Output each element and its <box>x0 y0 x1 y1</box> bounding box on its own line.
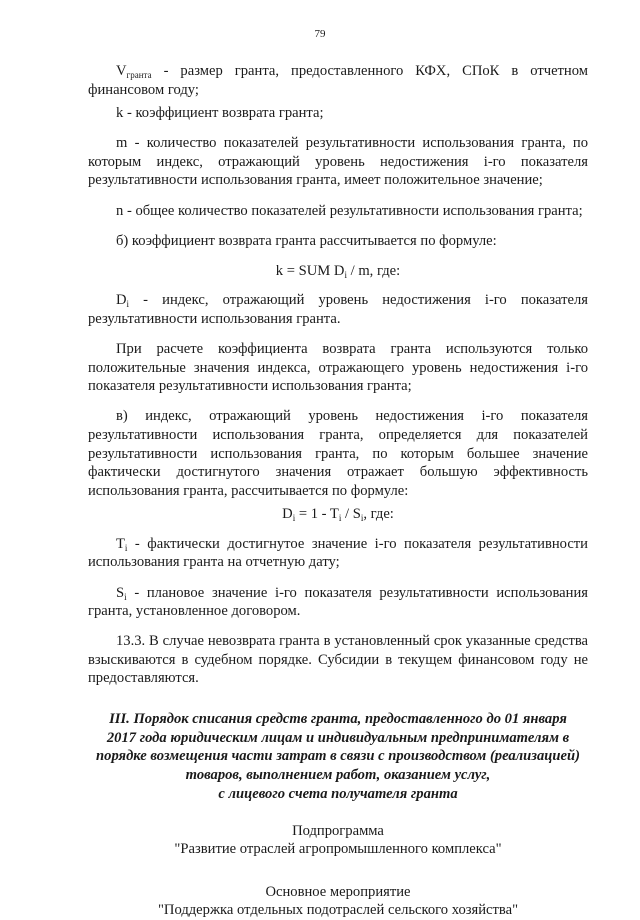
section-heading-line: порядке возмещения части затрат в связи с производством (реализацией) <box>96 748 580 765</box>
formula-k-pre: k = SUM D <box>275 262 345 279</box>
section-heading <box>88 710 588 804</box>
formula-di-d-sub: i <box>292 513 296 524</box>
si-subscript: i <box>124 591 127 602</box>
page-number: 79 <box>314 28 326 40</box>
clause-v: в) индекс, отражающий уровень недостижения i-го показателя результативности использования гранта, определяется для показателей результативности использования гранта, по которым большее значение фактически достигнутого значения отражает большую эффективность использования гранта, рассчитывается по формуле: <box>88 408 588 499</box>
formula-di-t-sub: i <box>338 513 342 524</box>
definition-di <box>88 291 588 328</box>
definition-k: k - коэффициент возврата гранта; <box>116 105 324 122</box>
definition-v-grant <box>88 62 588 99</box>
clause-b-intro: б) коэффициент возврата гранта рассчитывается по формуле: <box>116 232 497 249</box>
v-subscript: гранта <box>126 70 152 80</box>
formula-di <box>88 505 588 524</box>
formula-di-mid: = 1 - T <box>295 506 339 523</box>
ti-subscript: i <box>124 542 128 553</box>
di-symbol: D <box>116 292 127 309</box>
definition-ti <box>88 535 588 572</box>
section-heading-line: III. Порядок списания средств гранта, предоставленного до 01 января <box>109 711 567 728</box>
ti-definition-text: - фактически достигнутое значение i-го показателя результативности использования гранта на отчетную дату; <box>88 535 588 571</box>
si-symbol: S <box>116 584 125 601</box>
main-activity-name: "Поддержка отдельных подотраслей сельского хозяйства" <box>157 902 519 919</box>
item-13-3: 13.3. В случае невозврата гранта в установленный срок указанные средства взыскиваются в судебном порядке. Субсидии в текущем финансовом году не предоставляются. <box>88 633 588 687</box>
note-positive-values: При расчете коэффициента возврата гранта используются только положительные значения индекса, отражающего уровень недостижения i-го показателя результативности использования гранта; <box>88 341 588 395</box>
formula-di-d: D <box>282 506 293 523</box>
formula-di-s-sub: i <box>360 513 364 524</box>
main-activity-label: Основное мероприятие <box>265 883 411 900</box>
ti-symbol: T <box>116 535 125 552</box>
section-heading-line: 2017 года юридическим лицам и индивидуальным предпринимателям в <box>106 729 570 746</box>
definition-m: m - количество показателей результативности использования гранта, по которым индекс, отражающий уровень недостижения i-го показателя результативности использования гранта, имеет положительное значение; <box>88 135 588 189</box>
formula-k-post: / m, где: <box>346 262 401 279</box>
di-definition-text: - индекс, отражающий уровень недостижения i-го показателя результативности использования гранта. <box>88 292 588 327</box>
subprogram-label: Подпрограмма <box>292 822 384 839</box>
subprogram-name: "Развитие отраслей агропромышленного комплекса" <box>174 841 502 858</box>
formula-k <box>88 262 588 281</box>
section-heading-line: с лицевого счета получателя гранта <box>218 785 458 802</box>
si-definition-text: - плановое значение i-го показателя результативности использования гранта, установленное договором. <box>88 584 588 620</box>
di-subscript: i <box>126 299 130 310</box>
document-body <box>88 62 588 920</box>
definition-si <box>88 584 588 621</box>
formula-di-post: , где: <box>363 506 394 523</box>
formula-k-sub: i <box>344 269 347 280</box>
definition-n: n - общее количество показателей результативности использования гранта; <box>116 202 583 219</box>
v-definition-text: - размер гранта, предоставленного КФХ, СПоК в отчетном финансовом году; <box>88 63 588 98</box>
v-symbol: V <box>116 63 127 79</box>
formula-di-slash: / S <box>341 506 361 523</box>
section-heading-line: товаров, выполнением работ, оказанием услуг, <box>185 767 491 784</box>
